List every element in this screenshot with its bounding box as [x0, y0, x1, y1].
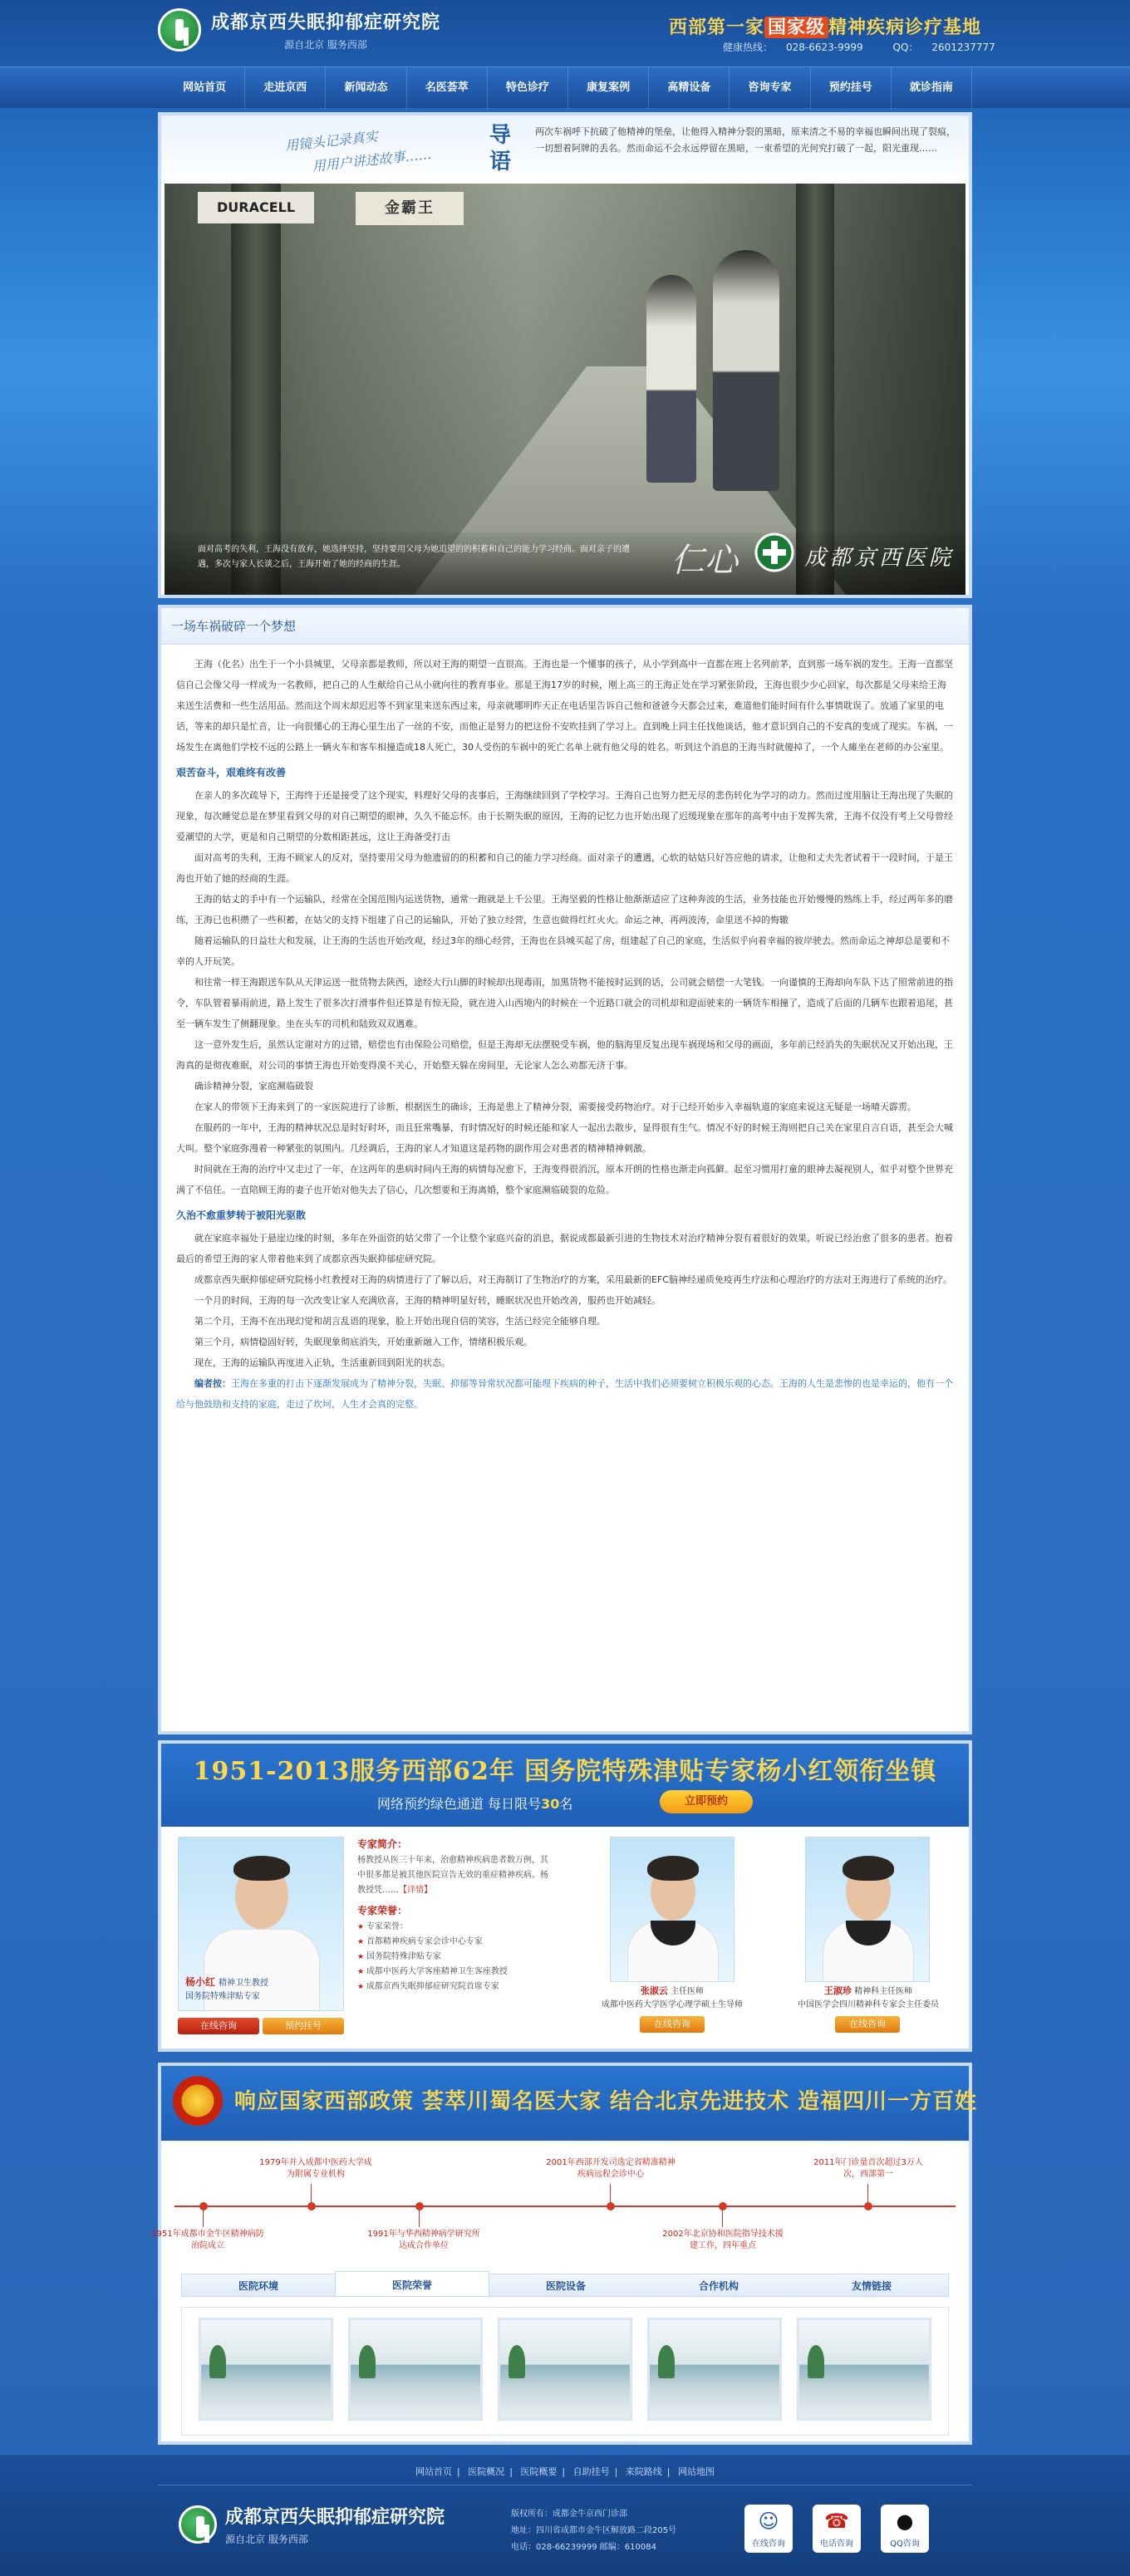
site-title: 成都京西失眠抑郁症研究院: [211, 12, 441, 33]
editor-note-label: 编者按：: [194, 1378, 231, 1389]
expert-info: [357, 1837, 548, 1995]
article-paragraph: 时间就在王海的治疗中又走过了一年，在这两年的患病时间内王海的病情每况愈下，王海变得很消沉，原本开朗的性格也渐走向孤僻。起至习惯用打童的眼神去凝视别人，似乎对整个世界充满了不信任。一直陪顾王海的妻子也开始对他失去了信心，几次想要和王海离婚，整个家庭濒临破裂的危险。: [176, 1164, 953, 1195]
footer-link[interactable]: 医院概要: [520, 2466, 558, 2477]
tab-partners[interactable]: 合作机构: [698, 2280, 739, 2292]
hotline: [723, 42, 877, 53]
qq-icon: ●: [896, 2510, 914, 2533]
footer-logo: [179, 2503, 445, 2546]
gallery-thumbnail[interactable]: [199, 2318, 333, 2421]
nav-item-news[interactable]: 新闻动态: [326, 67, 406, 109]
main-doctor-name: 杨小红: [185, 1976, 216, 1988]
article-paragraph: 面对高考的失利，王海不顾家人的反对，坚持要用父母为他遗留的的积蓄和自己的能力学习经商。面对亲子的遭遇，心软的姑姑只好答应他的请求，让他和丈夫先者试着干一段时间，于是王海也开始了她的经商的生涯。: [176, 852, 953, 884]
slogan-prefix: 西部第一家: [669, 17, 765, 38]
timeline-event: 2011年门诊量首次超过3万人次，西部第一: [813, 2158, 923, 2179]
honor-item: ★ 首都精神疾病专家会诊中心专家: [357, 1935, 548, 1950]
handwriting-line-2: 用用户讲述故事……: [311, 145, 433, 174]
article-title: 一场车祸破碎一个梦想: [161, 608, 969, 645]
doctor-3-title: 精神科主任医师: [854, 1987, 913, 1996]
footer-copyright: 版权所有：成都金牛京西门诊部: [511, 2510, 627, 2519]
timeline-event: 1979年并入成都中医药大学成为附属专业机构: [259, 2158, 372, 2179]
timeline-event: 1951年成都市金牛区精神病防治院成立: [151, 2230, 264, 2250]
timeline-dot: [307, 2202, 316, 2210]
consult-button[interactable]: 在线咨询: [640, 2016, 705, 2033]
article-paragraph: 一个月的时间，王海的每一次改变让家人充满欣喜，王海的精神明显好转，睡眠状况也开始改善，服药也开始减轻。: [194, 1295, 661, 1306]
article-subheading: 久治不愈重梦转于被阳光驱散: [176, 1209, 307, 1221]
tab-equipment[interactable]: 医院设备: [545, 2280, 586, 2292]
logo-icon: [179, 2505, 217, 2544]
logo-icon: [754, 532, 794, 575]
photo-shop-sign: DURACELL: [198, 192, 314, 223]
doctor-photo: [610, 1837, 734, 1982]
tab-honors[interactable]: 医院荣誉: [335, 2271, 489, 2296]
expert-section: [158, 1740, 972, 2052]
editor-note: [176, 1373, 954, 1415]
article-section: [158, 605, 972, 1735]
timeline-event: 1991年与华西精神病学研究所达成合作单位: [367, 2230, 480, 2250]
main-doctor-role: 精神卫生教授: [219, 1979, 269, 1988]
nav-item-cases[interactable]: 康复案例: [568, 67, 649, 109]
site-footer: [0, 2455, 1130, 2576]
article-paragraph: 在服药的一年中，王海的精神状况总是时好时坏，而且狂常嘴暴，有时情况好的时候还能和家人一起出去散步，显得很有生气。情况不好的时候王海则把自己关在家里自言自语，甚至会大喊大叫。整个家庭弥漫着一种紧张的氛围内。几经调后，王海的家人才知道这是药物的副作用会对患者的精神精神刺激。: [176, 1122, 953, 1154]
site-header: [0, 0, 1130, 66]
timeline: [151, 2158, 956, 2250]
phone-icon: ☎: [824, 2510, 849, 2533]
banner-sub-prefix: 网络预约绿色通道 每日限号: [377, 1796, 542, 1812]
slogan-highlight: 国家级: [764, 17, 828, 38]
nav-item-appointment[interactable]: 预约挂号: [811, 67, 892, 109]
doctor-3-desc: 中国医学会四川精神科专家会主任委员: [798, 2000, 939, 2009]
intro-header: [161, 115, 969, 184]
intro-handwriting: [284, 113, 495, 181]
doctor-2-title: 主任医师: [671, 1987, 705, 1996]
doctor-3-caption: [783, 1985, 954, 2012]
timeline-stem: [203, 2207, 204, 2227]
caption-brand: 成都京西医院: [804, 546, 955, 571]
history-tabs: [181, 2274, 949, 2297]
banner-sub-number: 30: [541, 1796, 560, 1812]
timeline-stem: [311, 2184, 312, 2204]
honor-item: ★ 成都京西失眠抑郁症研究院首席专家: [357, 1980, 548, 1995]
timeline-event: 2001年西部开发司选定省精准精神疾病远程会诊中心: [546, 2158, 676, 2179]
intro-text: 两次车祸呼下抗破了他精神的堡垒，让他得入精神分裂的黑暗，原来清之不易的幸福也瞬间出现了裂痕，一切想着阿牌的丢名。然而命运不会永远停留在黑暗，一束希望的光何究打破了一起，阳光重现……: [535, 126, 956, 154]
hospital-gallery: [181, 2307, 949, 2436]
nav-item-equipment[interactable]: 高精设备: [649, 67, 730, 109]
history-banner: [161, 2066, 978, 2141]
footer-address: 地址：四川省成都市金牛区解放路二段205号: [511, 2526, 677, 2535]
doctor-2-caption: [587, 1985, 758, 2012]
expert-intro-text: 杨教授从医三十年来，治愈精神疾病患者数万例，其中很多都是被其他医院宣告无效的重症精神疾病。杨教授凭……: [357, 1856, 548, 1895]
honor-label: 专家荣誉：: [357, 1905, 408, 1916]
gallery-thumbnail[interactable]: [348, 2318, 483, 2421]
nav-item-doctors[interactable]: 名医荟萃: [407, 67, 488, 109]
footer-link[interactable]: 来院路线: [625, 2466, 662, 2477]
intro-tag: 导语: [489, 123, 512, 174]
doctor-hair: [647, 1856, 699, 1881]
nav-item-guide[interactable]: 就诊指南: [892, 67, 972, 109]
consult-button[interactable]: 在线咨询: [178, 2018, 259, 2034]
gallery-thumbnail[interactable]: [647, 2318, 782, 2421]
article-paragraph: 随着运输队的日益壮大和发展，让王海的生活也开始改观，经过3年的细心经营，王海也在县城买起了房，组建起了自己的家庭，生活似乎向着幸福的彼岸驶去。然而命运之神却总是要和不幸的人开玩笑。: [176, 935, 950, 967]
header-contacts: [723, 40, 1022, 54]
expert-banner-title: 1951-2013服务西部62年 国务院特殊津贴专家杨小红领衔坐镇: [193, 1757, 937, 1786]
timeline-dot: [415, 2202, 424, 2210]
honor-item: ★ 国务院特殊津贴专家: [357, 1950, 548, 1965]
footer-link[interactable]: 网站地图: [678, 2466, 715, 2477]
timeline-dot: [719, 2202, 727, 2210]
icon-label: 电话咨询: [820, 2539, 853, 2549]
footer-link[interactable]: 自助挂号: [572, 2466, 610, 2477]
doctor-2-name: 张淑云: [640, 1985, 668, 1996]
timeline-stem: [610, 2184, 611, 2204]
banner-sub-suffix: 名: [559, 1796, 573, 1812]
gallery-thumbnail[interactable]: [797, 2318, 931, 2421]
photo-person: [646, 275, 696, 483]
footer-links: 网站首页 | 医院概况 | 医院概要 | 自助挂号 | 来院路线 | 网站地图: [415, 2466, 715, 2477]
tab-links[interactable]: 友情链接: [851, 2280, 892, 2292]
article-paragraph: 在家人的带领下王海来到了的一家医院进行了诊断，根据医生的确诊，王海是患上了精神分裂，需要接受药物治疗。对于已经开始步入幸福轨道的家庭来说这无疑是一场晴天霹雳。: [194, 1102, 916, 1112]
phone-consult-button[interactable]: [813, 2505, 861, 2553]
intro-section: [158, 112, 972, 598]
editor-note-text: 王海在多重的打击下逐渐发展成为了精神分裂，失眠、抑郁等异常状况都可能埋下疾病的种子，生活中我们必须要树立积极乐观的心态。王海的人生是悲惨的也是幸运的，他有一个给与他鼓励和支持的家庭，走过了坎坷，人生才会真的完整。: [176, 1378, 953, 1410]
doctor-3-name: 王淑珍: [823, 1985, 852, 1996]
article-paragraph: 王海（化名）出生于一个小县城里，父母亲都是教师，所以对王海的期望一直很高。王海也是一个懂事的孩子，从小学到高中一直都在班上名列前茅，直到那一场车祸的发生。王海一直都坚信自己会像父母一样成为一名教师，把自己的人生献给自己从小就向往的教育事业。那是王海17岁的时候，刚上高三的王海正处在学习紧张阶段，王海也很少少心回家，每次都是父母来给王海来送生活费和一些生活用品。然而这个周末却迟迟等不到家里来送东西过来，母亲就哪明昨天正在电话里告诉自己他和爸爸今天都会过来，难道他们能时间有什么事情耽误了。放通了家里的电话，等来的却只是忙音，让一向很懂心的王海心里生出了一丝的不安，而他正是努力的把这份不安吹挂到了学习上。直到晚上同主任找他谈话，他才意识到自己的不安真的变成了现实。车祸，一场发生在离他们学校不远的公路上一辆火车和客车相撞造成18人死亡，30人受伤的车祸中的死亡名单上就有他父母的姓名。听到这个消息的王海当时就傻掉了，一个人瘫坐在老师的办公室里。: [176, 659, 953, 753]
article-paragraph: 王海的姑丈的手中有一个运输队，经常在全国范围内运送货物，通常一跑就是上千公里。王海坚毅的性格让他渐渐适应了这种奔波的生活，业务技能也开始慢慢的熟练上手，经过两年多的磨练，王海已也积攒了一些积蓄，在姑父的支持下组建了自己的运输队，开始了独立经营，生意也做得红红火火。命运之神，再两波涛，命里送不掉的悔辙: [176, 894, 953, 925]
footer-title: 成都京西失眠抑郁症研究院: [225, 2506, 445, 2528]
footer-contact-icons: [744, 2505, 929, 2553]
nav-item-treatment[interactable]: 特色诊疗: [488, 67, 568, 109]
timeline-dot: [607, 2202, 615, 2210]
article-paragraph: 就在家庭幸福处于悬崖边缘的时刻，多年在外面资的姑父带了一个让整个家庭兴奋的消息，据说成都最新引进的生物技术对治疗精神分裂有着很好的效果，听说已经治愈了很多的患者。抱着最后的希望王海的家人带着他来到了成都京西失眠抑郁症研究院。: [176, 1233, 953, 1264]
qq-consult-button[interactable]: [881, 2505, 929, 2553]
article-paragraph: 成都京西失眠抑郁症研究院杨小红教授对王海的病情进行了了解以后，对王海制订了生物治疗的方案，采用最新的EFC脑神经递质免疫再生疗法和心理治疗的方法对王海进行了系统的治疗。: [194, 1274, 952, 1285]
main-doctor-tag: [185, 1975, 268, 2004]
intro-label: 专家简介：: [357, 1838, 408, 1850]
site-subtitle: 源自北京 服务西部: [284, 39, 367, 51]
doctor-photo: [805, 1837, 930, 1982]
timeline-stem: [867, 2184, 868, 2204]
book-now-button[interactable]: 立即预约: [660, 1790, 753, 1813]
main-nav: [0, 66, 1130, 108]
consult-button[interactable]: 在线咨询: [835, 2016, 900, 2033]
honor-list: [357, 1920, 548, 1995]
doctor-2-desc: 成都中医药大学医学心理学硕士生导师: [602, 2000, 743, 2009]
timeline-dot: [199, 2202, 208, 2210]
article-paragraph: 第二个月，王海不在出现幻觉和胡言乱语的现象，脸上开始出现自信的笑容，生活已经完全能够自理。: [194, 1316, 606, 1327]
nav-item-home[interactable]: 网站首页: [165, 67, 245, 109]
icon-label: QQ咨询: [890, 2539, 920, 2549]
qq-label: QQ：: [892, 42, 919, 53]
chat-icon: ☺: [758, 2510, 779, 2533]
nav-item-consult[interactable]: 咨询专家: [730, 67, 810, 109]
article-paragraph: 第三个月，病情稳固好转，失眠现象彻底消失，开始重新融入工作，情绪积极乐观。: [194, 1337, 533, 1347]
photo-sign: 金霸王: [356, 192, 464, 225]
story-photo: [165, 184, 965, 595]
gallery-thumbnail[interactable]: [498, 2318, 632, 2421]
doctor-hair: [843, 1856, 894, 1881]
timeline-event: 2002年北京协和医院指导技术援建工作，四年重点: [662, 2230, 784, 2250]
caption-calligraphy: 仁心: [671, 542, 738, 580]
article-subheading: 艰苦奋斗，艰难终有改善: [176, 767, 287, 778]
hotline-label: 健康热线：: [723, 42, 774, 53]
icon-label: 在线咨询: [752, 2539, 785, 2549]
photo-caption: [165, 532, 965, 595]
header-slogan: [669, 13, 981, 39]
history-banner-title: 响应国家西部政策 荟萃川蜀名医大家 结合北京先进技术 造福四川一方百姓: [234, 2089, 978, 2114]
article-paragraph: 在亲人的多次疏导下，王海终于还是接受了这个现实，料理好父母的丧事后，王海继续回到了学校学习。王海自己也努力把无尽的悲伤转化为学习的动力。然而过度用脑让王海出现了失眠的现象，每次睡觉总是在梦里看到父母的对自己期望的眼神，久久不能忘怀。由于长期失眠的原因，王海的记忆力也开始出现了迟缓现象在那年的高考中由于发挥失常，王海不仅没有考上父母曾经爱潮望的大学，更是和自己期望的分数相距甚远，这让王海备受打击: [176, 790, 953, 842]
caption-text: 面对高考的失利，王海没有放弃，她选择坚持，坚持要用父母为她追望的的积蓄和自己的能力学习经商。面对亲子的遭遇，多次与家人长谈之后，王海开始了她的经商的生涯。: [198, 545, 630, 569]
article-body: [176, 654, 954, 1415]
photo-person: [713, 250, 779, 491]
footer-link[interactable]: 医院概况: [468, 2466, 505, 2477]
qq-number: 2601237777: [931, 42, 995, 53]
intro-text-wrap: [357, 1853, 548, 1898]
slogan-suffix: 精神疾病诊疗基地: [828, 17, 982, 38]
footer-info: [511, 2506, 676, 2556]
timeline-stem: [419, 2207, 420, 2227]
appointment-button[interactable]: 预约挂号: [263, 2018, 344, 2034]
online-consult-button[interactable]: [744, 2505, 793, 2553]
footer-phone: 电话：028-66239999 邮编：610084: [511, 2543, 656, 2552]
timeline-stem: [722, 2207, 723, 2227]
expert-banner-subtitle: [377, 1793, 572, 1813]
article-paragraph: 确诊精神分裂，家庭濒临破裂: [194, 1081, 313, 1092]
main-doctor-photo: [178, 1837, 344, 2011]
honor-item: ★ 成都中医药大学客座精神卫生客座教授: [357, 1965, 548, 1980]
honor-item: ★ 专家荣誉：: [357, 1920, 548, 1935]
hotline-number: 028-6623-9999: [786, 42, 863, 53]
national-emblem-icon: [173, 2076, 223, 2126]
tab-environment[interactable]: 医院环境: [238, 2280, 278, 2292]
article-paragraph: 这一意外发生后，虽然认定谢对方的过错，赔偿也有由保险公司赔偿，但是王海却无法摆脱受车祸，他的脑海里反复出现车祸现场和父母的画面，多年前已经消失的失眠状况又开始出现，王海真的是彻夜难眠，对公司的事情王海也开始变得漠不关心，开始整天躲在房间里，无论家人怎么劝都无济于事。: [176, 1039, 953, 1071]
article-paragraph: 和往常一样王海跟送车队从天津运送一批货物去陕西，途经大行山脚的时候却出现毒雨，加黑货物不能按时运到的话，公司就会赔偿一大笔钱。一向谨慎的王海却向车队下达了照常前进的指令，车队管着暴雨前进，路上发生了很多次打滑事件但还算是有惊无险，就在进入山西境内的时候在一个近路口就会的司机却和迎面驶来的一辆货车相撞了，造成了后面的几辆车也跟着追尾，甚至一辆车发生了侧翻现象。坐在头车的司机和陆致双双遇难。: [176, 977, 953, 1029]
site-logo[interactable]: [158, 8, 440, 52]
nav-item-about[interactable]: 走进京西: [245, 67, 326, 109]
history-section: [151, 2063, 978, 2445]
article-paragraph: 现在，王海的运输队再度进入正轨，生活重新回到阳光的状态。: [194, 1357, 450, 1368]
main-doctor-title: 国务院特殊津贴专家: [185, 1992, 260, 2001]
doctor-hair: [233, 1856, 290, 1881]
handwriting-line-1: 用镜头记录真实: [284, 128, 379, 155]
logo-icon: [158, 8, 201, 52]
details-link[interactable]: 【详情】: [399, 1886, 432, 1895]
footer-link[interactable]: 网站首页: [415, 2466, 452, 2477]
footer-subtitle: 源自北京 服务西部: [225, 2534, 308, 2545]
qq: [893, 42, 1009, 53]
expert-banner: [161, 1744, 969, 1827]
timeline-dot: [864, 2202, 872, 2210]
